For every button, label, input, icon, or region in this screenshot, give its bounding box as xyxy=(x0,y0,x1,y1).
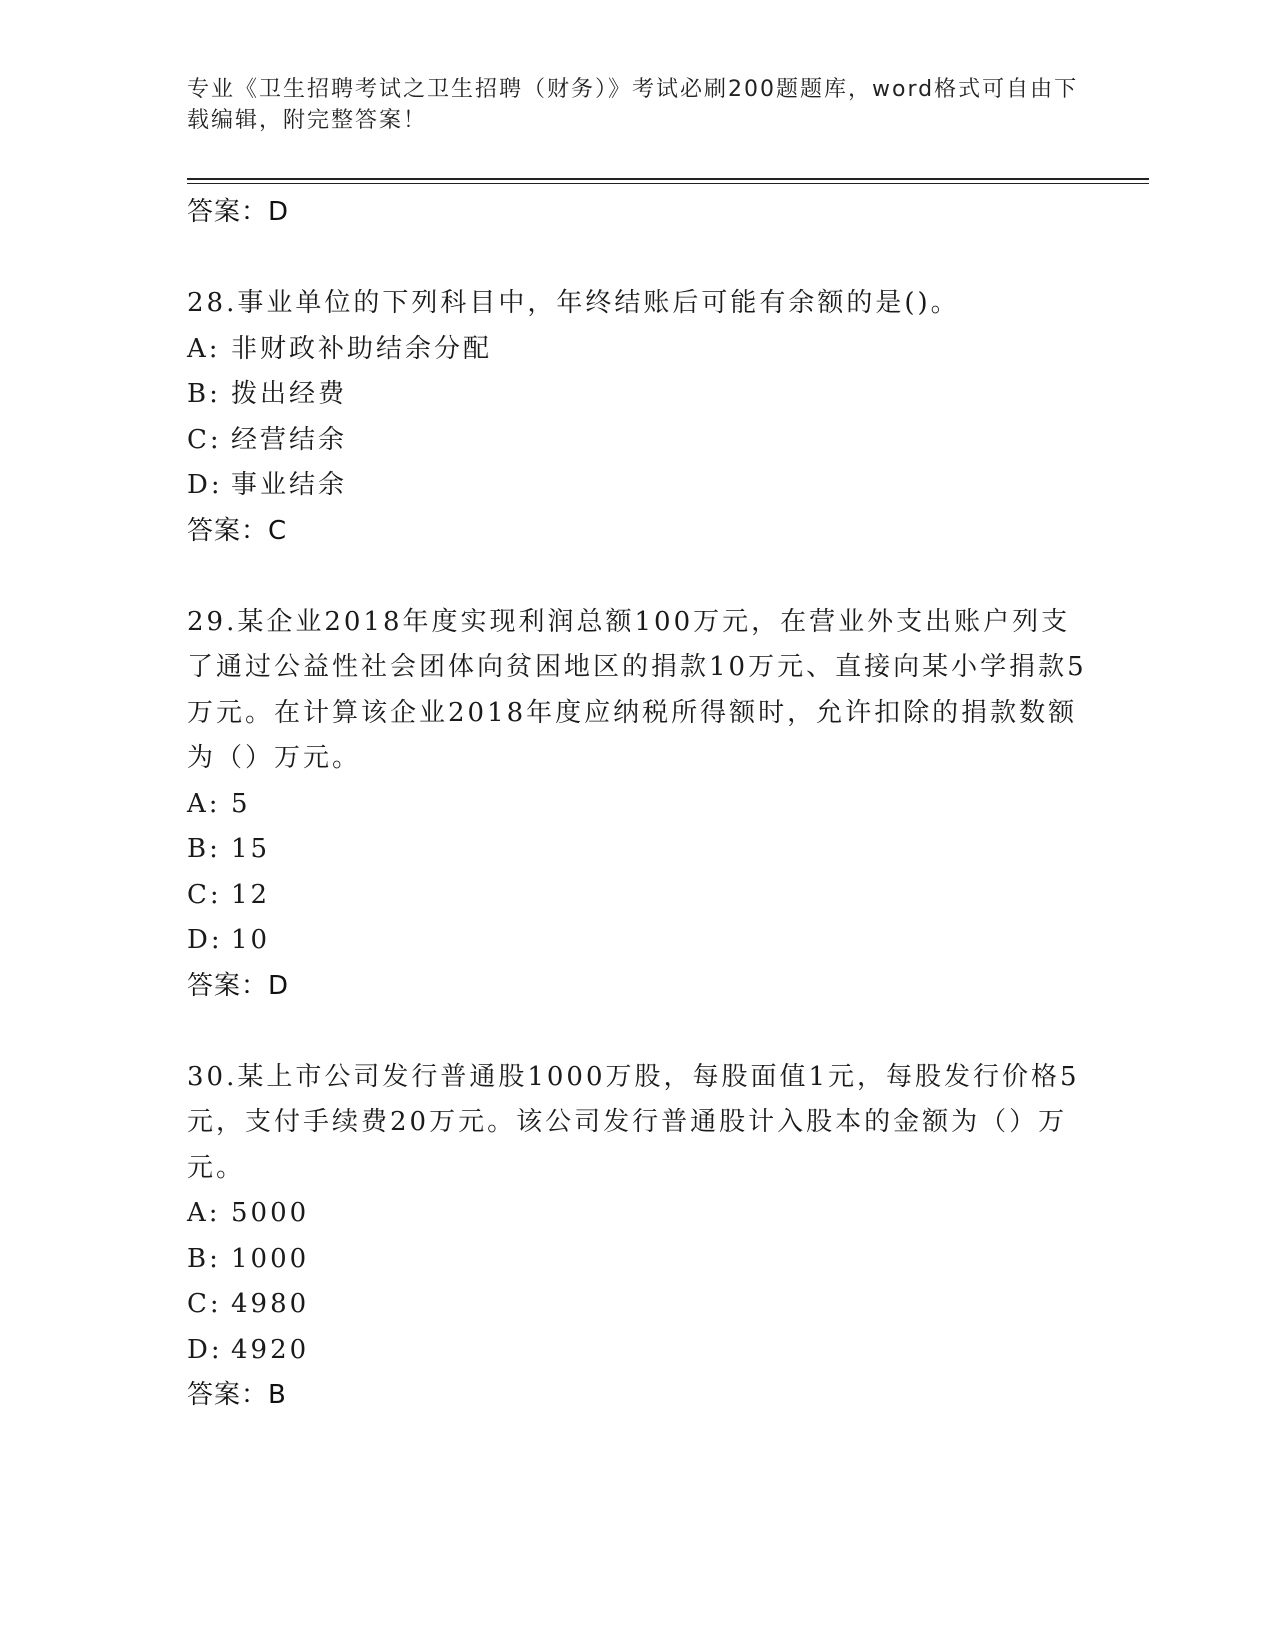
option-key: D: xyxy=(187,1334,223,1365)
answer-line: 答案：C xyxy=(187,515,288,546)
option-text: 12 xyxy=(231,879,271,910)
answer-line: 答案：B xyxy=(187,1380,287,1410)
question-28 xyxy=(187,281,1087,553)
option-text: 5000 xyxy=(231,1198,310,1228)
option-text: 15 xyxy=(231,834,271,864)
option-b xyxy=(187,827,1087,873)
document-header: 专业《卫生招聘考试之卫生招聘（财务）》考试必刷200题题库，word格式可自由下载编辑，附完整答案！ xyxy=(187,77,1079,133)
option-key: A: xyxy=(187,1198,221,1228)
option-key: B: xyxy=(187,1243,221,1274)
option-a xyxy=(187,327,1087,373)
question-stem: 30.某上市公司发行普通股1000万股，每股面值1元，每股发行价格5元，支付手续费20万元。该公司发行普通股计入股本的金额为（）万元。 xyxy=(187,1061,1080,1183)
option-c xyxy=(187,1282,1087,1328)
option-key: D: xyxy=(187,470,223,500)
option-key: A: xyxy=(187,788,221,819)
option-text: 4920 xyxy=(231,1334,310,1365)
question-stem: 28.事业单位的下列科目中，年终结账后可能有余额的是()。 xyxy=(187,288,960,318)
option-text: 非财政补助结余分配 xyxy=(231,333,493,364)
option-a xyxy=(187,782,1087,828)
question-stem: 29.某企业2018年度实现利润总额100万元，在营业外支出账户列支了通过公益性社会团体向贫困地区的捐款10万元、直接向某小学捐款5万元。在计算该企业2018年度应纳税所得额时，允许扣除的捐款数额为（）万元。 xyxy=(187,606,1087,773)
option-key: C: xyxy=(187,1289,222,1319)
question-29 xyxy=(187,600,1087,1008)
option-text: 4980 xyxy=(231,1289,310,1319)
option-key: A: xyxy=(187,333,221,364)
option-key: B: xyxy=(187,379,221,409)
option-a xyxy=(187,1191,1087,1237)
answer-line: 答案：D xyxy=(187,197,290,227)
option-b xyxy=(187,1237,1087,1283)
question-30 xyxy=(187,1055,1087,1418)
option-text: 经营结余 xyxy=(231,424,348,455)
option-key: D: xyxy=(187,925,223,955)
option-text: 拨出经费 xyxy=(231,379,348,409)
option-text: 事业结余 xyxy=(231,470,348,500)
option-d xyxy=(187,1328,1087,1374)
option-c xyxy=(187,873,1087,919)
option-text: 5 xyxy=(231,788,251,819)
option-b xyxy=(187,372,1087,418)
question-list xyxy=(187,190,1087,1417)
option-key: C: xyxy=(187,879,222,910)
option-d xyxy=(187,918,1087,964)
option-d xyxy=(187,463,1087,509)
option-text: 10 xyxy=(231,925,271,955)
answer-line: 答案：D xyxy=(187,970,290,1001)
option-key: C: xyxy=(187,424,222,455)
option-c xyxy=(187,418,1087,464)
header-divider xyxy=(187,178,1149,184)
option-key: B: xyxy=(187,834,221,864)
option-text: 1000 xyxy=(231,1243,310,1274)
